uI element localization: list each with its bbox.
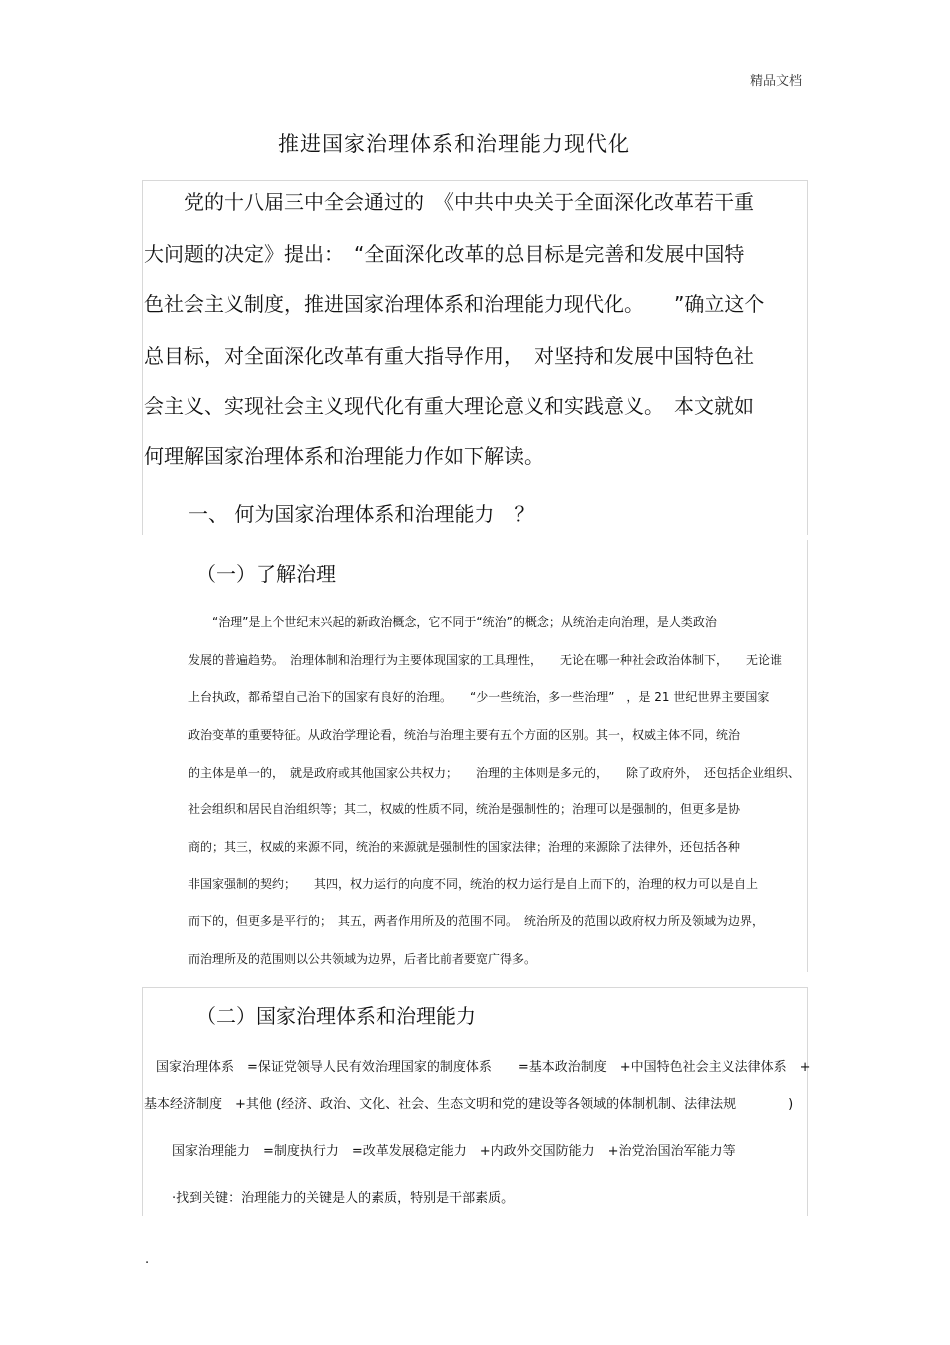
paragraph-line: 的主体是单一的， 就是政府或其他国家公共权力； 治理的主体则是多元的， 除了政府外， 还包括企业组织、 <box>188 766 801 780</box>
paragraph-line: 国家治理体系 =保证党领导人民有效治理国家的制度体系 =基本政治制度 +中国特色社会主义法律体系 + <box>156 1060 811 1075</box>
paragraph-line: 上台执政，都希望自己治下的国家有良好的治理。 “少一些统治，多一些治理” ，是 21 世纪世界主要国家 <box>188 690 770 704</box>
paragraph-line: 政治变革的重要特征。从政治学理论看，统治与治理主要有五个方面的区别。其一，权威主体不同，统治 <box>188 728 741 742</box>
paragraph-line: 何理解国家治理体系和治理能力作如下解读。 <box>144 444 544 468</box>
paragraph-line: 发展的普遍趋势。 治理体制和治理行为主要体现国家的工具理性， 无论在哪一种社会政治体制下， 无论谁 <box>188 653 783 667</box>
paragraph-line: 社会组织和居民自治组织等；其二，权威的性质不同，统治是强制性的；治理可以是强制的，但更多是协 <box>188 802 741 816</box>
paragraph-line: 色社会主义制度，推进国家治理体系和治理能力现代化。 ”确立这个 <box>144 292 765 316</box>
paragraph-line: 而治理所及的范围则以公共领域为边界，后者比前者要宽广得多。 <box>188 952 537 966</box>
subsection-heading: （二）国家治理体系和治理能力 <box>196 1004 476 1028</box>
footer-dot: . <box>145 1252 150 1267</box>
paragraph-line: 基本经济制度 +其他 (经济、政治、文化、社会、生态文明和党的建设等各领域的体制机制、法律法规 ) <box>144 1097 794 1112</box>
watermark: 精品文档 <box>750 74 803 89</box>
paragraph-line: 非国家强制的契约； 其四，权力运行的向度不同，统治的权力运行是自上而下的，治理的权力可以是自上 <box>188 877 759 891</box>
section-heading: 一、 何为国家治理体系和治理能力 ？ <box>188 502 535 526</box>
paragraph-line: 而下的，但更多是平行的； 其五，两者作用所及的范围不同。 统治所及的范围以政府权力所及领域为边界， <box>188 914 765 928</box>
paragraph-line: ·找到关键：治理能力的关键是人的素质，特别是干部素质。 <box>172 1191 515 1206</box>
paragraph-line: 会主义、实现社会主义现代化有重大理论意义和实践意义。 本文就如 <box>144 394 754 418</box>
paragraph-line: 国家治理能力 =制度执行力 =改革发展稳定能力 +内政外交国防能力 +治党治国治军能力等 <box>172 1144 736 1159</box>
frame-border-2 <box>807 540 808 972</box>
subsection-heading: （一）了解治理 <box>196 562 336 586</box>
paragraph-line: 总目标，对全面深化改革有重大指导作用， 对坚持和发展中国特色社 <box>144 344 754 368</box>
paragraph-line: 党的十八届三中全会通过的 《中共中央关于全面深化改革若干重 <box>144 190 754 214</box>
paragraph-line: 大问题的决定》提出： “全面深化改革的总目标是完善和发展中国特 <box>144 242 745 266</box>
paragraph-line: 商的；其三，权威的来源不同，统治的来源就是强制性的国家法律；治理的来源除了法律外，还包括各种 <box>188 840 741 854</box>
page-title: 推进国家治理体系和治理能力现代化 <box>278 132 630 156</box>
paragraph-line: “治理”是上个世纪末兴起的新政治概念，它不同于“统治”的概念；从统治走向治理，是人类政治 <box>188 615 717 629</box>
